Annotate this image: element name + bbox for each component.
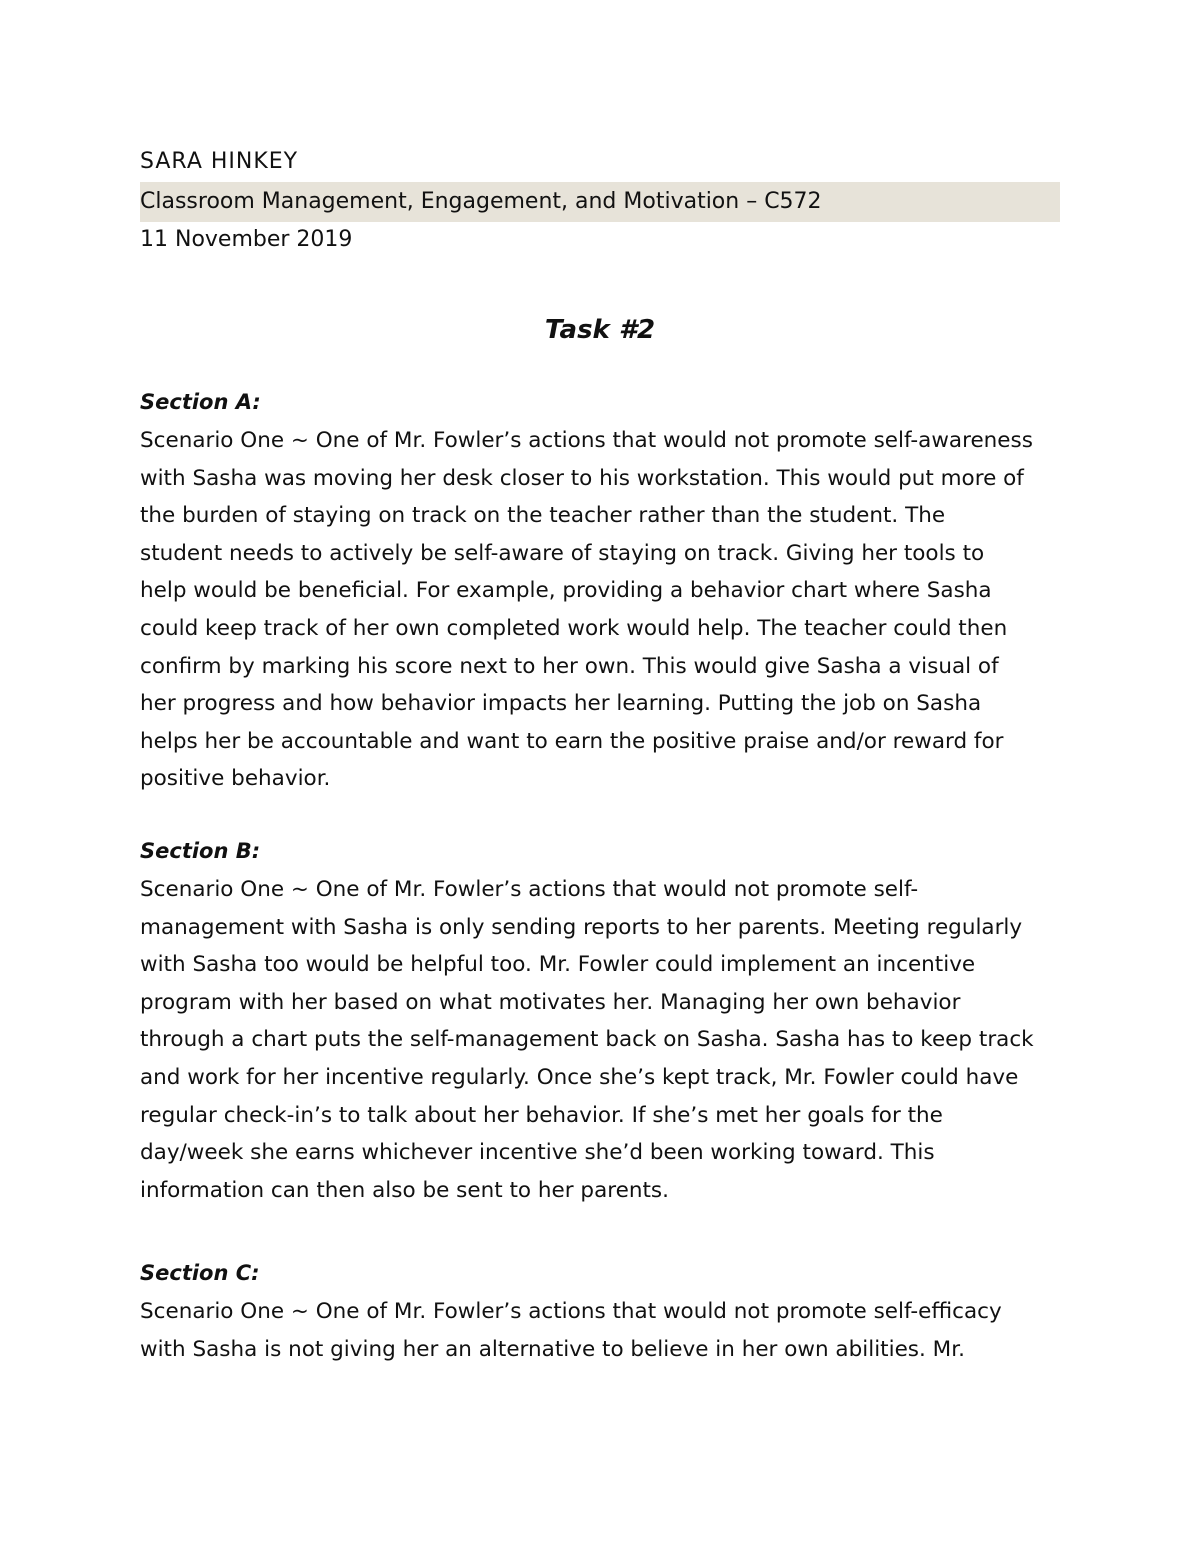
section-b-line: information can then also be sent to her parents.	[140, 1177, 669, 1203]
section-b-line: regular check-in’s to talk about her behavior. If she’s met her goals for the	[140, 1102, 943, 1128]
document-content	[140, 146, 1060, 1368]
section-a-line: positive behavior.	[140, 766, 331, 792]
author-name: SARA HINKEY	[140, 149, 299, 174]
section-b-line: day/week she earns whichever incentive she’d been working toward. This	[140, 1140, 935, 1166]
course-title: Classroom Management, Engagement, and Motivation – C572	[140, 182, 1060, 222]
section-a-heading: Section A:	[140, 390, 261, 414]
section-c-heading: Section C:	[140, 1261, 260, 1286]
section-c-line: with Sasha is not giving her an alternative to believe in her own abilities. Mr.	[140, 1336, 965, 1362]
document-date: 11 November 2019	[140, 227, 353, 252]
section-c-paragraph	[140, 1293, 1060, 1368]
section-b-line: management with Sasha is only sending reports to her parents. Meeting regularly	[140, 914, 1023, 940]
section-b-line: and work for her incentive regularly. Once she’s kept track, Mr. Fowler could have	[140, 1064, 1019, 1090]
section-a-line: with Sasha was moving her desk closer to his workstation. This would put more of	[140, 465, 1024, 491]
section-a-line: confirm by marking his score next to her own. This would give Sasha a visual of	[140, 653, 999, 679]
section-a-line: could keep track of her own completed work would help. The teacher could then	[140, 615, 1008, 641]
section-b-line: through a chart puts the self-management back on Sasha. Sasha has to keep track	[140, 1027, 1034, 1053]
section-b-line: program with her based on what motivates her. Managing her own behavior	[140, 989, 961, 1015]
section-b-line: with Sasha too would be helpful too. Mr. Fowler could implement an incentive	[140, 952, 976, 978]
section-b-paragraph	[140, 871, 1060, 1209]
section-a-line: her progress and how behavior impacts her learning. Putting the job on Sasha	[140, 691, 982, 717]
section-a-line: the burden of staying on track on the teacher rather than the student. The	[140, 503, 946, 529]
section-c-line: Scenario One ~ One of Mr. Fowler’s actions that would not promote self-efficacy	[140, 1299, 1002, 1325]
section-b-line: Scenario One ~ One of Mr. Fowler’s actions that would not promote self-	[140, 876, 919, 902]
section-a-line: helps her be accountable and want to earn the positive praise and/or reward for	[140, 728, 1004, 754]
section-b-heading: Section B:	[140, 838, 261, 863]
section-a-line: student needs to actively be self-aware of staying on track. Giving her tools to	[140, 540, 985, 566]
section-a-line: help would be beneficial. For example, providing a behavior chart where Sasha	[140, 578, 992, 604]
section-a-line: Scenario One ~ One of Mr. Fowler’s actions that would not promote self-awareness	[140, 428, 1033, 453]
section-a-paragraph	[140, 422, 1060, 798]
task-title: Task #2	[544, 315, 656, 345]
